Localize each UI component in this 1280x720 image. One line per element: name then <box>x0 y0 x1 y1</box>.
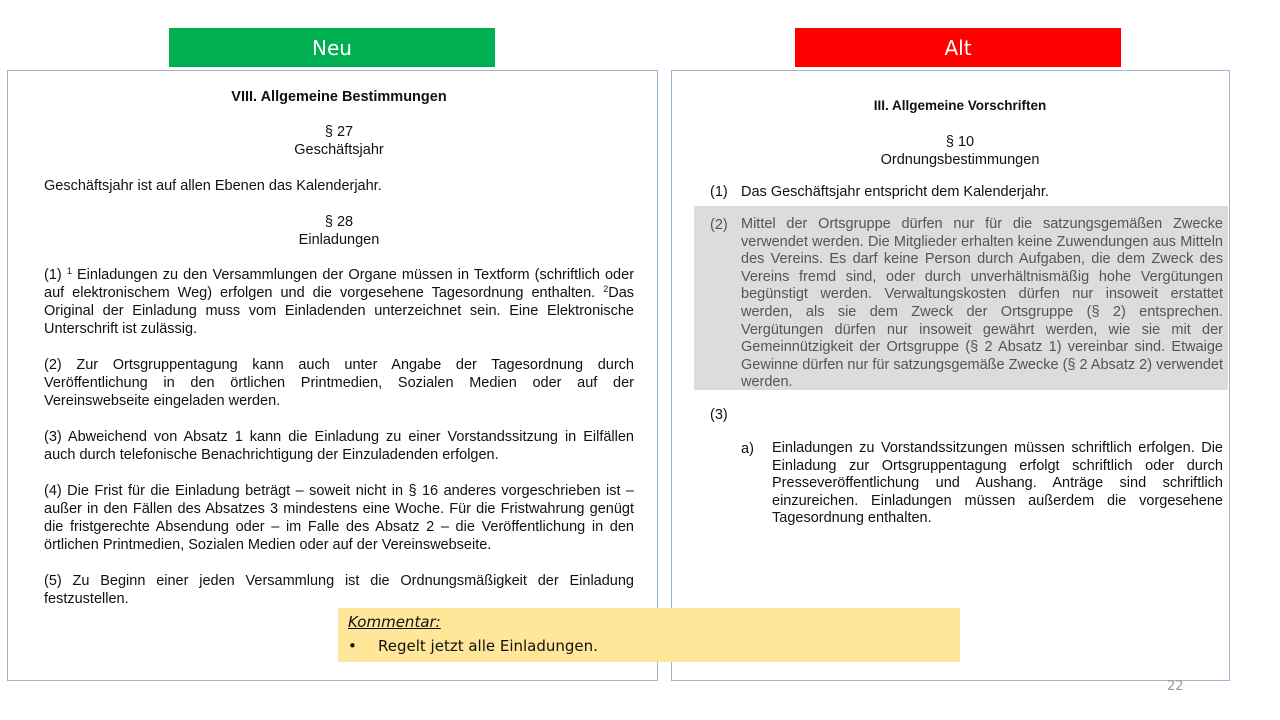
new-para28-title: Einladungen <box>298 232 380 248</box>
old-para10-number: § 10 <box>945 134 975 150</box>
p1-sentence2-sup: 2 <box>603 284 609 294</box>
old-p1-text: Das Geschäftsjahr entspricht dem Kalenderjahr. <box>741 184 1049 200</box>
new-para27-number: § 27 <box>324 124 354 140</box>
comment-text: Regelt jetzt alle Einladungen. <box>378 637 598 655</box>
header-new: Neu <box>169 28 495 67</box>
header-old: Alt <box>795 28 1121 67</box>
comment-box <box>338 608 960 662</box>
old-p2-label: (2) <box>710 217 728 233</box>
old-section-title: III. Allgemeine Vorschriften <box>873 98 1047 113</box>
old-p3a-label: a) <box>741 441 754 457</box>
new-para28-p1 <box>44 266 634 338</box>
p1-sentence2: Das Original der Einladung muss vom Einladenden unterzeichnet sein. Eine Elektronische Unterschrift ist zulässig. <box>44 285 635 337</box>
new-para28-p4: (4) Die Frist für die Einladung beträgt – soweit nicht in § 16 anderes vorgeschrieben ist – außer in den Fällen des Absatzes 3 mindestens eine Woche. Für die Fristwahrung genügt die fristgerechte Absendung oder – im Falle des Absatz 2 – die Veröffentlichung in den örtlichen Printmedien, Sozialen Medien oder auf der Vereinswebseite. <box>44 483 634 553</box>
comment-bullet: • <box>348 637 357 655</box>
old-p3a-text: Einladungen zu Vorstandssitzungen müssen schriftlich erfolgen. Die Einladung zur Ortsgruppentagung erfolgt schriftlich oder durch Presseveröffentlichung und Aushang. Anträge sind schriftlich einzureichen. Einladungen müssen außerdem die vorgesehene Tagesordnung enthalten. <box>772 440 1223 527</box>
old-p1-label: (1) <box>710 184 728 200</box>
new-para28-number: § 28 <box>324 214 354 230</box>
old-p3-label: (3) <box>710 407 728 423</box>
new-para28-p2: (2) Zur Ortsgruppentagung kann auch unter Angabe der Tagesordnung durch Veröffentlichung in den örtlichen Printmedien, Sozialen Medien oder auf der Vereinswebseite eingeladen werden. <box>44 357 634 409</box>
new-para27-title: Geschäftsjahr <box>294 142 384 158</box>
p1-sentence1-sup: 1 <box>66 266 72 276</box>
old-para10-title: Ordnungsbestimmungen <box>880 152 1040 168</box>
comment-title: Kommentar: <box>348 613 441 631</box>
new-section-title: VIII. Allgemeine Bestimmungen <box>231 89 447 105</box>
page-number: 22 <box>1167 679 1184 694</box>
new-para28-p3: (3) Abweichend von Absatz 1 kann die Einladung zu einer Vorstandssitzung in Eilfällen auch durch telefonische Benachrichtigung der Einzuladenden erfolgen. <box>44 429 634 463</box>
p1-sentence1: Einladungen zu den Versammlungen der Organe müssen in Textform (schriftlich oder auf elektronischem Weg) erfolgen und die vorgesehene Tagesordnung enthalten. <box>44 267 635 301</box>
p1-label: (1) <box>44 267 62 283</box>
new-para27-text: Geschäftsjahr ist auf allen Ebenen das Kalenderjahr. <box>44 178 382 194</box>
old-p2-text: Mittel der Ortsgruppe dürfen nur für die satzungsgemäßen Zwecke verwendet werden. Die Mitglieder erhalten keine Zuwendungen aus Mitteln des Vereins. Es darf keine Person durch Aufgaben, die dem Zweck des Vereins fremd sind, oder durch unverhältnismäßig hohe Vergütungen begünstigt werden. Verwaltungskosten dürfen nur insoweit erstattet werden, als sie dem Zweck der Ortsgruppe (§ 2) entsprechen. Vergütungen dürfen nur insoweit gewährt werden, wie sie mit der Gemeinnützigkeit der Ortsgruppe (§ 2 Absatz 1) vereinbar sind. Etwaige Gewinne dürfen nur für satzungsgemäße Zwecke (§ 2 Absatz 2) verwendet werden. <box>741 216 1223 391</box>
new-para28-p5: (5) Zu Beginn einer jeden Versammlung ist die Ordnungsmäßigkeit der Einladung festzustellen. <box>44 573 634 607</box>
